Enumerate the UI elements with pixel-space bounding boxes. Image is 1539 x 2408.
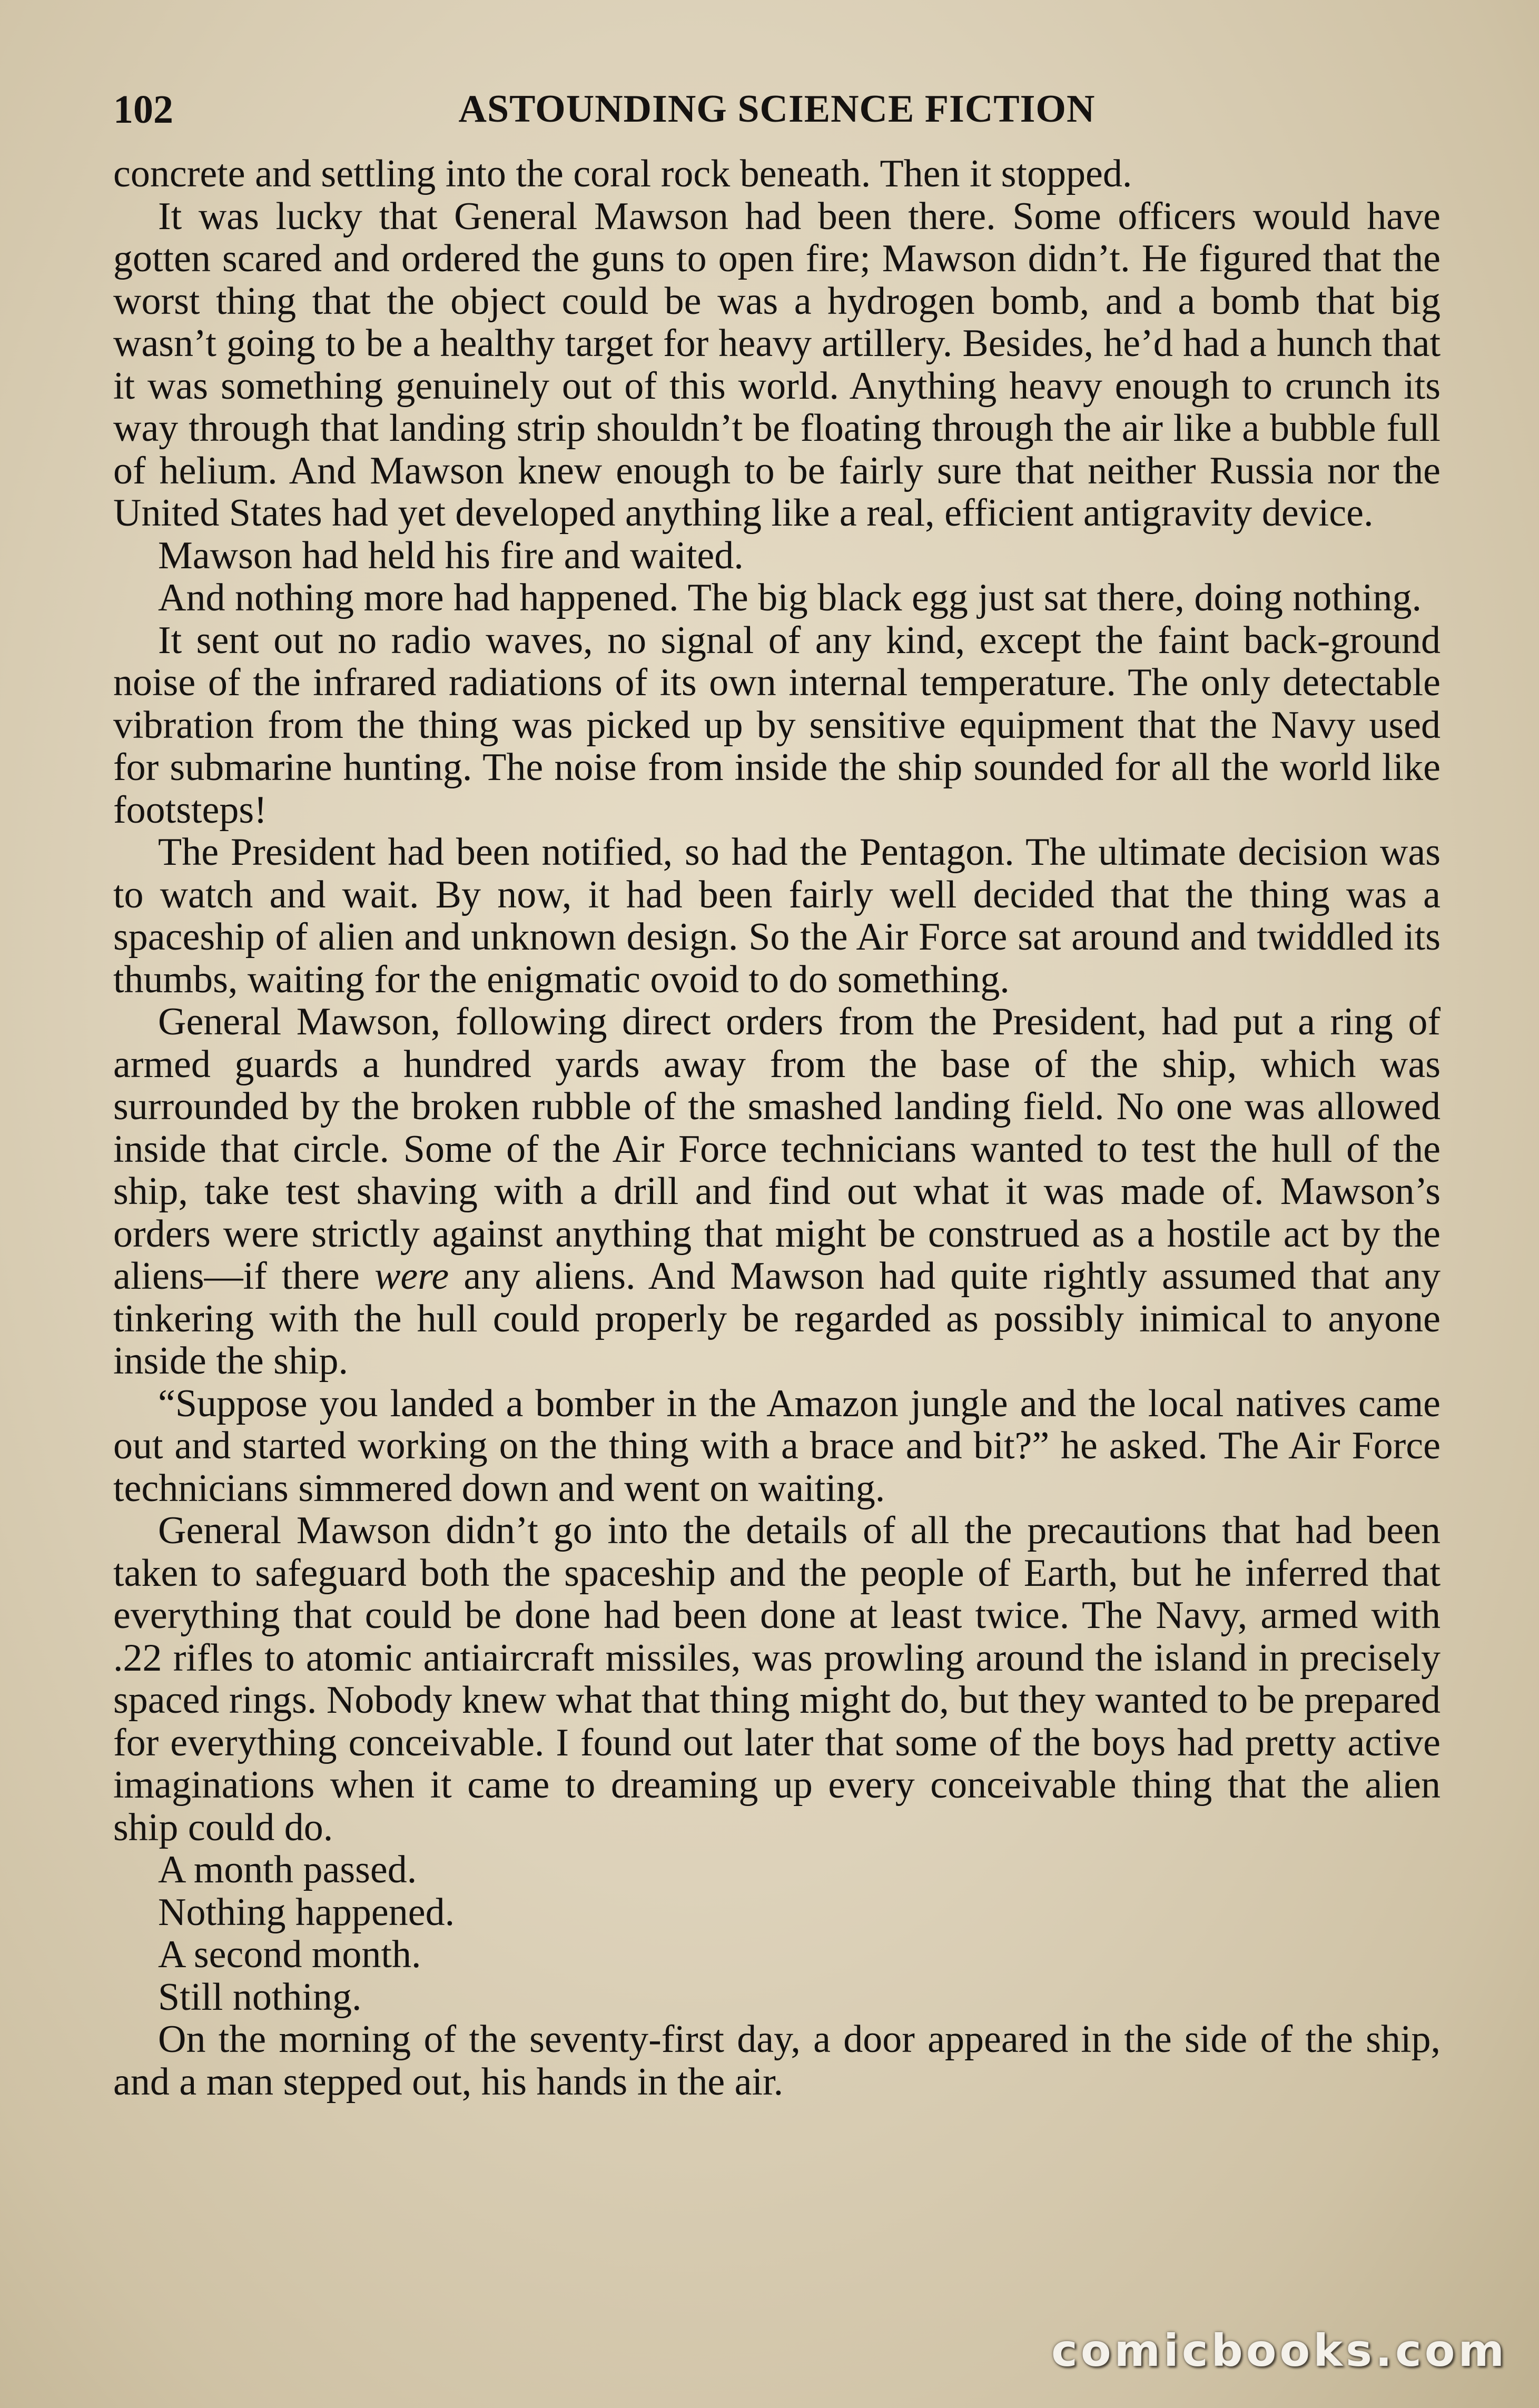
body-text bbox=[113, 153, 1441, 2103]
book-page bbox=[113, 87, 1441, 2104]
paragraph: It sent out no radio waves, no signal of any kind, except the faint back-ground noise of the infrared radiations of its own internal temperature. The only detectable vibration from the thing was picked up by sensitive equipment that the Navy used for submarine hunting. The noise from inside the ship sounded for all the world like footsteps! bbox=[113, 618, 1441, 832]
page-number: 102 bbox=[113, 87, 173, 132]
page-header bbox=[113, 87, 1441, 153]
paragraph-text: any aliens. And Mawson had quite rightly assumed that any tinkering with the hull could properly be regarded as possibly inimical to anyone inside the ship. bbox=[113, 1255, 1441, 1383]
paragraph: And nothing more had happened. The big black egg just sat there, doing nothing. bbox=[158, 576, 1422, 619]
paragraph: Nothing happened. bbox=[158, 1890, 455, 1934]
paragraph: A month passed. bbox=[158, 1848, 417, 1891]
paragraph: concrete and settling into the coral rock beneath. Then it stopped. bbox=[113, 152, 1132, 195]
paragraph: A second month. bbox=[158, 1933, 421, 1976]
running-head: ASTOUNDING SCIENCE FICTION bbox=[458, 87, 1096, 131]
paragraph: It was lucky that General Mawson had been there. Some officers would have gotten scared and ordered the guns to open fire; Mawson didn’t. He figured that the worst thing that the object could be was a hydrogen bomb, and a bomb that big wasn’t going to be a healthy target for heavy artillery. Besides, he’d had a hunch that it was something genuinely out of this world. Anything heavy enough to crunch its way through that landing strip shouldn’t be floating through the air like a bubble full of helium. And Mawson knew enough to be fairly sure that neither Russia nor the United States had yet developed anything like a real, efficient antigravity device. bbox=[113, 194, 1441, 535]
paragraph: Mawson had held his fire and waited. bbox=[158, 534, 744, 577]
watermark: comicbooks.com bbox=[1051, 2325, 1507, 2376]
paragraph: Still nothing. bbox=[158, 1975, 362, 2019]
paragraph bbox=[113, 1001, 1441, 1383]
paragraph: “Suppose you landed a bomber in the Amazon jungle and the local natives came out and started working on the thing with a brace and bit?” he asked. The Air Force technicians simmered down and went on waiting. bbox=[113, 1381, 1441, 1510]
paragraph: On the morning of the seventy-first day, a door appeared in the side of the ship, and a man stepped out, his hands in the air. bbox=[113, 2018, 1441, 2104]
paragraph-text: General Mawson, following direct orders from the President, had put a ring of armed guards a hundred yards away from the base of the ship, which was surrounded by the broken rubble of the smashed landing field. No one was allowed inside that circle. Some of the Air Force technicians wanted to test the hull of the ship, take test shaving with a drill and find out what it was made of. Mawson’s orders were strictly against anything that might be construed as a hostile act by the aliens—if there bbox=[113, 1000, 1441, 1298]
paragraph: The President had been notified, so had the Pentagon. The ultimate decision was to watch and wait. By now, it had been fairly well decided that the thing was a spaceship of alien and unknown design. So the Air Force sat around and twiddled its thumbs, waiting for the enigmatic ovoid to do something. bbox=[113, 831, 1441, 1001]
emphasis: were bbox=[374, 1255, 449, 1298]
paragraph: General Mawson didn’t go into the details of all the precautions that had been taken to safeguard both the spaceship and the people of Earth, but he inferred that everything that could be done had been done at least twice. The Navy, armed with .22 rifles to atomic antiaircraft missiles, was prowling around the island in precisely spaced rings. Nobody knew what that thing might do, but they wanted to be prepared for everything conceivable. I found out later that some of the boys had pretty active imaginations when it came to dreaming up every conceivable thing that the alien ship could do. bbox=[113, 1509, 1441, 1849]
